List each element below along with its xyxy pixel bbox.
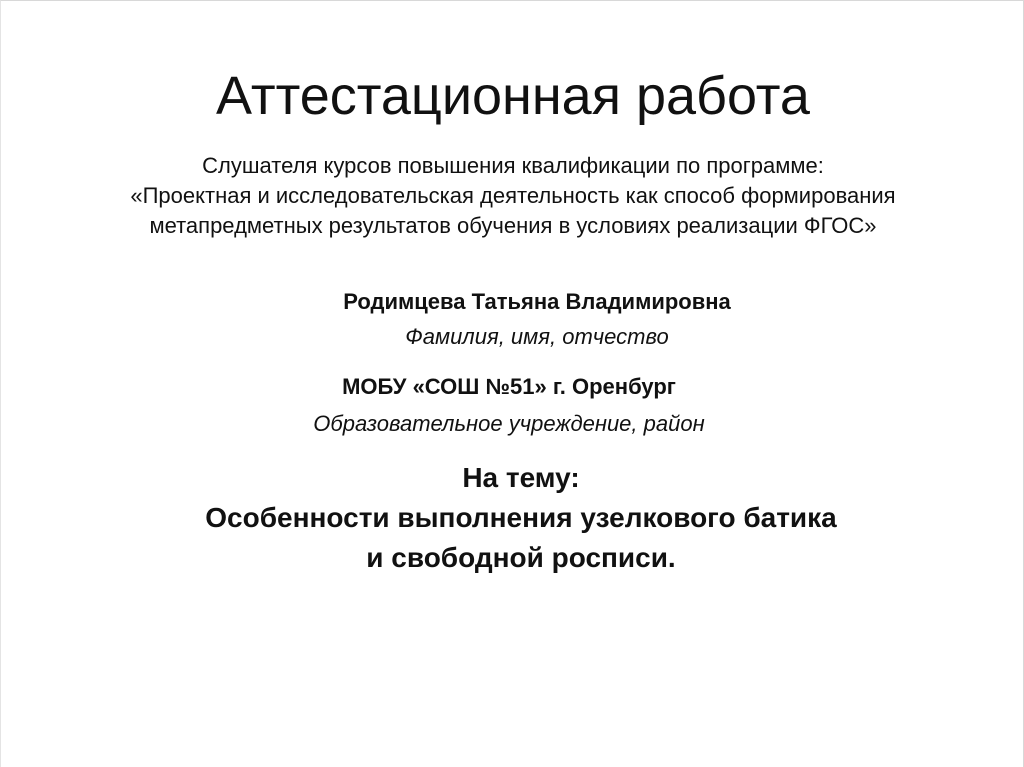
- author-name: Родимцева Татьяна Владимировна: [343, 289, 731, 314]
- school-name: МОБУ «СОШ №51» г. Оренбург: [342, 374, 676, 399]
- subtitle-line-3: метапредметных результатов обучения в условиях реализации ФГОС»: [149, 213, 877, 238]
- author-caption: Фамилия, имя, отчество: [405, 324, 669, 349]
- subtitle-line-1: Слушателя курсов повышения квалификации по программе:: [202, 153, 824, 178]
- topic-line-1: Особенности выполнения узелкового батика: [205, 502, 837, 533]
- topic-heading: На тему:: [462, 462, 580, 493]
- school-caption: Образовательное учреждение, район: [313, 411, 705, 436]
- topic-line-2: и свободной росписи.: [366, 542, 676, 573]
- subtitle-line-2: «Проектная и исследовательская деятельность как способ формирования: [130, 183, 896, 208]
- slide-title: Аттестационная работа: [216, 66, 810, 126]
